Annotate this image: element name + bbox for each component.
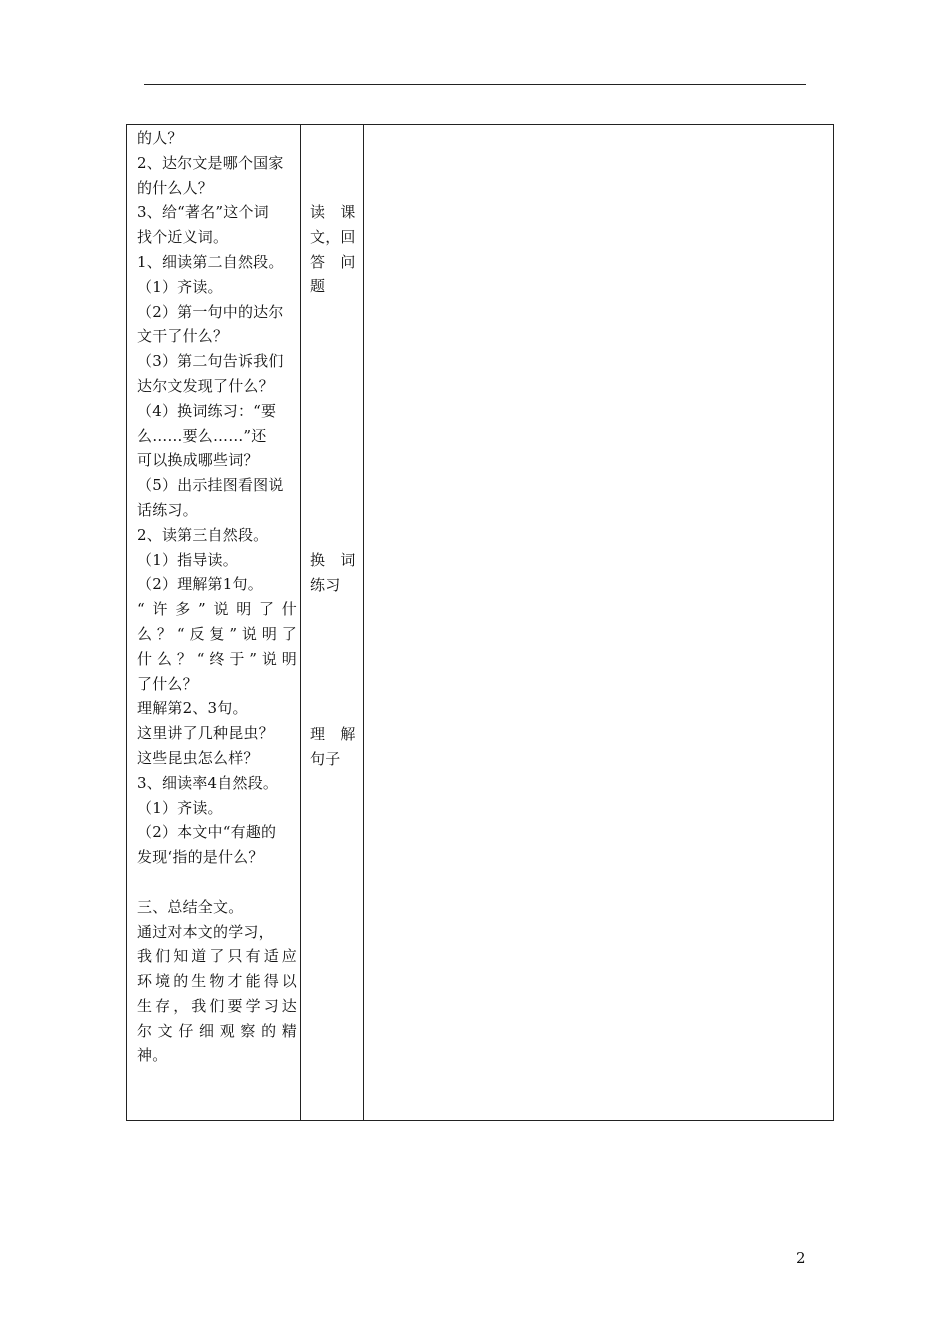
process-line: （5）出示挂图看图说 <box>137 476 284 495</box>
process-line: 么？“反复”说明了 <box>137 624 297 643</box>
process-line: 生存，我们要学习达 <box>137 996 297 1015</box>
process-line: 通过对本文的学习， <box>137 922 274 941</box>
process-line: 2、达尔文是哪个国家 <box>137 153 284 172</box>
process-line: （1）指导读。 <box>137 550 238 569</box>
process-line: 3、细读率4自然段。 <box>137 773 279 792</box>
process-line: 尔文仔细观察的精 <box>137 1021 297 1040</box>
process-line: （1）齐读。 <box>137 277 223 296</box>
intent-understand-sentences <box>310 722 354 772</box>
process-line: 我们知道了只有适应 <box>137 947 297 966</box>
process-line: 1、细读第二自然段。 <box>137 252 284 271</box>
process-line: 的什么人？ <box>137 178 214 197</box>
process-line: （1）齐读。 <box>137 798 223 817</box>
intent-line: 换 词 <box>310 551 356 569</box>
process-line: 环境的生物才能得以 <box>137 972 297 991</box>
intent-line: 理 解 <box>310 725 356 743</box>
process-line: 了什么？ <box>137 674 198 693</box>
process-line: 话练习。 <box>137 500 198 519</box>
process-line: 发现‘指的是什么？ <box>137 848 264 867</box>
process-line: （4）换词练习：“要 <box>137 401 277 420</box>
header-rule <box>144 84 806 85</box>
intent-line: 练习 <box>310 575 341 594</box>
process-line: 3、给“著名”这个词 <box>137 203 269 222</box>
intent-replace-words <box>310 548 354 598</box>
blank-line <box>137 870 297 895</box>
process-line: 达尔文发现了什么？ <box>137 376 274 395</box>
design-intent-column <box>310 125 362 1120</box>
intent-line: 题 <box>310 277 326 296</box>
process-line: 2、读第三自然段。 <box>137 525 269 544</box>
process-line: “许多”说明了什 <box>137 600 297 619</box>
lesson-table <box>126 124 834 1121</box>
column-divider <box>300 125 301 1120</box>
process-line: （2）本文中“有趣的 <box>137 823 277 842</box>
intent-read-text <box>310 200 354 299</box>
process-line: 这里讲了几种昆虫？ <box>137 724 274 743</box>
process-line: 可以换成哪些词？ <box>137 451 259 470</box>
intent-line: 答 问 <box>310 252 356 271</box>
column-divider <box>363 125 364 1120</box>
intent-line: 句子 <box>310 749 341 768</box>
process-line: 找个近义词。 <box>137 228 229 247</box>
process-line: 神。 <box>137 1046 168 1065</box>
teaching-process-column <box>137 125 297 1120</box>
page-number: 2 <box>796 1249 806 1267</box>
section-heading: 三、总结全文。 <box>137 897 244 916</box>
process-line: （3）第二句告诉我们 <box>137 352 284 371</box>
process-line: 的人？ <box>137 129 183 147</box>
intent-line: 读 课 <box>310 203 356 221</box>
process-line: 什么？“终于”说明 <box>137 649 297 668</box>
process-line: （2）理解第1句。 <box>137 575 263 594</box>
intent-line: 文，回 <box>310 227 356 246</box>
process-line: （2）第一句中的达尔 <box>137 302 284 321</box>
process-line: 这些昆虫怎么样？ <box>137 748 259 767</box>
process-line: 文干了什么？ <box>137 327 229 346</box>
process-line: 理解第2、3句。 <box>137 699 248 718</box>
process-line: 么……要么……”还 <box>137 426 267 445</box>
